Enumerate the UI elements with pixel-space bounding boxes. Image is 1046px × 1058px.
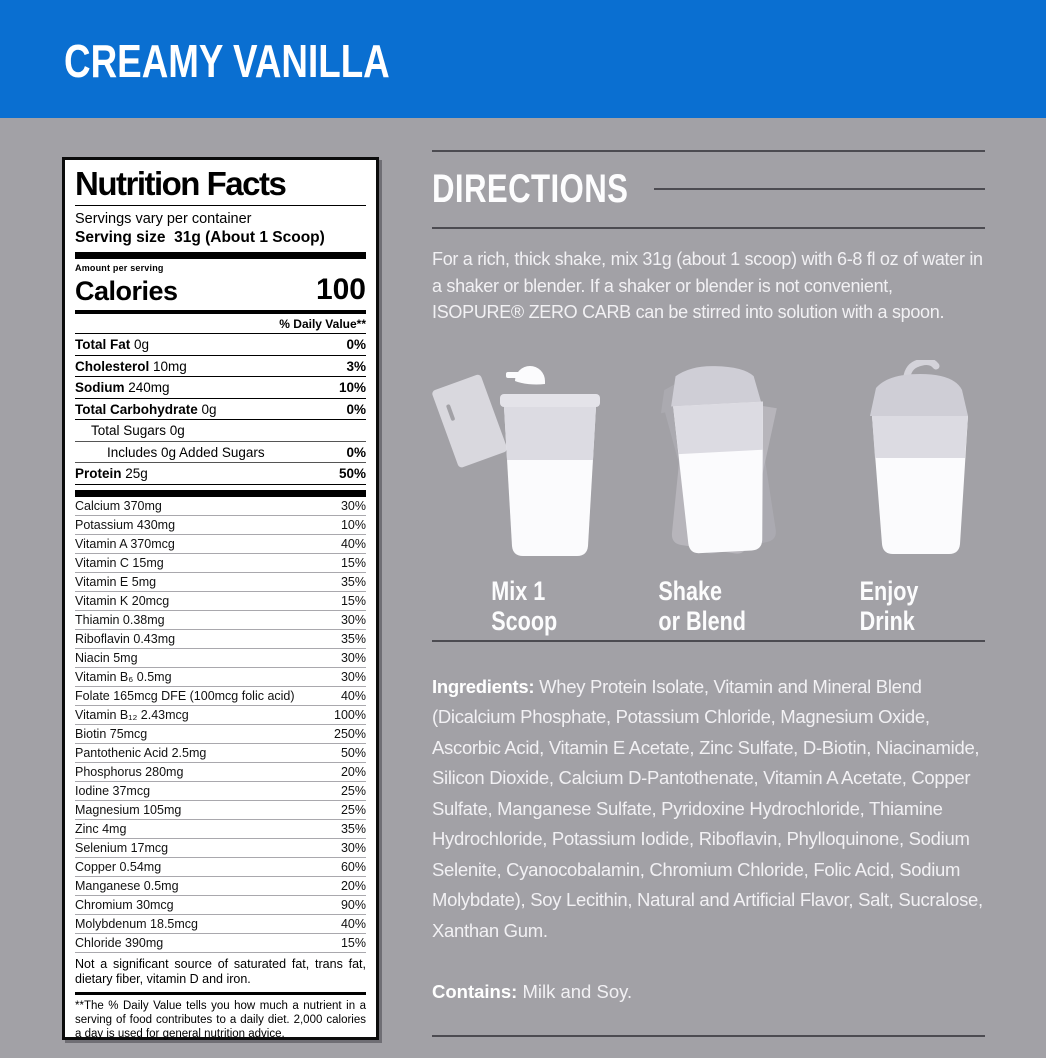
- micronutrient-row: Niacin 5mg 30%: [75, 649, 366, 668]
- micronutrient-row: Iodine 37mcg 25%: [75, 782, 366, 801]
- directions-heading: DIRECTIONS: [432, 166, 629, 211]
- micronutrient-row: Folate 165mcg DFE (100mcg folic acid) 40%: [75, 687, 366, 706]
- micronutrient-row: Potassium 430mg 10%: [75, 516, 366, 535]
- serving-size-value: 31g (About 1 Scoop): [174, 229, 325, 246]
- step-label-mix: Mix 1 Scoop: [491, 575, 558, 636]
- step-label-shake: Shake or Blend: [658, 575, 747, 636]
- nutrient-row: Total Fat 0g 0%: [75, 334, 366, 356]
- ingredients-text: Whey Protein Isolate, Vitamin and Mineral Blend (Dicalcium Phosphate, Potassium Chloride, Magnesium Oxide, Ascorbic Acid, Vitamin E Acetate, Zinc Sulfate, D-Biotin, Niacinamide, Silicon Dioxide, Calcium D-Pantothenate, Vitamin A Acetate, Copper Sulfate, Manganese Sulfate, Pyridoxine Hydrochloride, Thiamine Hydrochloride, Potassium Iodide, Riboflavin, Phylloquinone, Sodium Selenite, Cyanocobalamin, Chromium Chloride, Folic Acid, Sodium Molybdate), Soy Lecithin, Natural and Artificial Flavor, Salt, Sucralose, Xanthan Gum.: [432, 675, 983, 941]
- micronutrient-row: Manganese 0.5mg 20%: [75, 877, 366, 896]
- calories-value: 100: [315, 273, 366, 306]
- daily-value-footnote: **The % Daily Value tells you how much a nutrient in a serving of food contributes to a daily diet. 2,000 calories a day is used for general nutrition advice.: [75, 1000, 366, 1041]
- micro-nutrient-rows: [75, 497, 366, 954]
- step-enjoy: [850, 360, 990, 640]
- ingredients-label: Ingredients:: [432, 675, 535, 697]
- flavor-title: CREAMY VANILLA: [64, 35, 390, 87]
- nutrient-row: Total Sugars 0g: [75, 420, 366, 442]
- thick-divider: [75, 490, 366, 497]
- macro-nutrient-rows: [75, 334, 366, 485]
- amount-per-serving-label: Amount per serving: [75, 263, 164, 273]
- micronutrient-row: Magnesium 105mg 25%: [75, 801, 366, 820]
- micronutrient-row: Calcium 370mg 30%: [75, 497, 366, 517]
- heading-bottom-rule: [432, 227, 985, 229]
- directions-body: For a rich, thick shake, mix 31g (about 1 scoop) with 6-8 fl oz of water in a shaker or blender. If a shaker or blender is not convenient, ISOPURE® ZERO CARB can be stirred into solution with a spoon.: [432, 249, 983, 322]
- micronutrient-row: Thiamin 0.38mg 30%: [75, 611, 366, 630]
- bottom-rule: [432, 1035, 985, 1037]
- nutrition-facts-title: Nutrition Facts: [75, 166, 366, 206]
- steps-bottom-rule: [432, 640, 985, 642]
- directions-heading-row: [432, 163, 985, 215]
- contains-label: Contains:: [432, 981, 518, 1002]
- micronutrient-row: Selenium 17mcg 30%: [75, 839, 366, 858]
- micronutrient-row: Biotin 75mcg 250%: [75, 725, 366, 744]
- micronutrient-row: Vitamin B₁₂ 2.43mcg 100%: [75, 706, 366, 725]
- micronutrient-row: Vitamin B₆ 0.5mg 30%: [75, 668, 366, 687]
- drink-with-straw-icon: [850, 360, 990, 560]
- servings-line: Servings vary per container: [75, 211, 252, 227]
- scoop-into-cup-icon: [432, 360, 624, 560]
- micronutrient-row: Pantothenic Acid 2.5mg 50%: [75, 744, 366, 763]
- shaker-cup-icon: [636, 360, 804, 560]
- micronutrient-row: Zinc 4mg 35%: [75, 820, 366, 839]
- nutrient-row: Includes 0g Added Sugars 0%: [75, 442, 366, 464]
- preparation-steps: [432, 360, 985, 640]
- micronutrient-row: Chloride 390mg 15%: [75, 934, 366, 953]
- step-mix: [432, 360, 624, 640]
- micronutrient-row: Copper 0.54mg 60%: [75, 858, 366, 877]
- micronutrient-row: Vitamin C 15mg 15%: [75, 554, 366, 573]
- thick-divider: [75, 252, 366, 259]
- nutrient-row: Sodium 240mg 10%: [75, 377, 366, 399]
- ingredients-paragraph: [432, 672, 985, 947]
- heading-rule: [654, 188, 985, 190]
- nutrition-facts-panel: [62, 157, 379, 1040]
- nutrient-row: Protein 25g 50%: [75, 463, 366, 485]
- serving-size-line: [75, 229, 366, 247]
- calories-label: Calories: [75, 276, 178, 306]
- micronutrient-row: Chromium 30mcg 90%: [75, 896, 366, 915]
- micronutrient-row: Molybdenum 18.5mcg 40%: [75, 915, 366, 934]
- micronutrient-row: Vitamin K 20mcg 15%: [75, 592, 366, 611]
- top-rule: [432, 150, 985, 152]
- step-label-enjoy: Enjoy Drink: [859, 575, 919, 636]
- micronutrient-row: Vitamin E 5mg 35%: [75, 573, 366, 592]
- micronutrient-row: Vitamin A 370mcg 40%: [75, 535, 366, 554]
- micronutrient-row: Riboflavin 0.43mg 35%: [75, 630, 366, 649]
- nutrient-row: Total Carbohydrate 0g 0%: [75, 399, 366, 421]
- serving-size-label: Serving size: [75, 229, 166, 246]
- directions-panel: [432, 150, 985, 1037]
- step-shake: [636, 360, 804, 640]
- micronutrient-row: Phosphorus 280mg 20%: [75, 763, 366, 782]
- daily-value-header: % Daily Value**: [75, 314, 366, 334]
- flavor-banner: [0, 0, 1046, 118]
- contains-text: Milk and Soy.: [517, 981, 633, 1002]
- not-significant-note: Not a significant source of saturated fat, trans fat, dietary fiber, vitamin D and iron.: [75, 957, 366, 987]
- nutrient-row: Cholesterol 10mg 3%: [75, 356, 366, 378]
- contains-paragraph: [432, 981, 985, 1003]
- calories-row: [75, 273, 366, 310]
